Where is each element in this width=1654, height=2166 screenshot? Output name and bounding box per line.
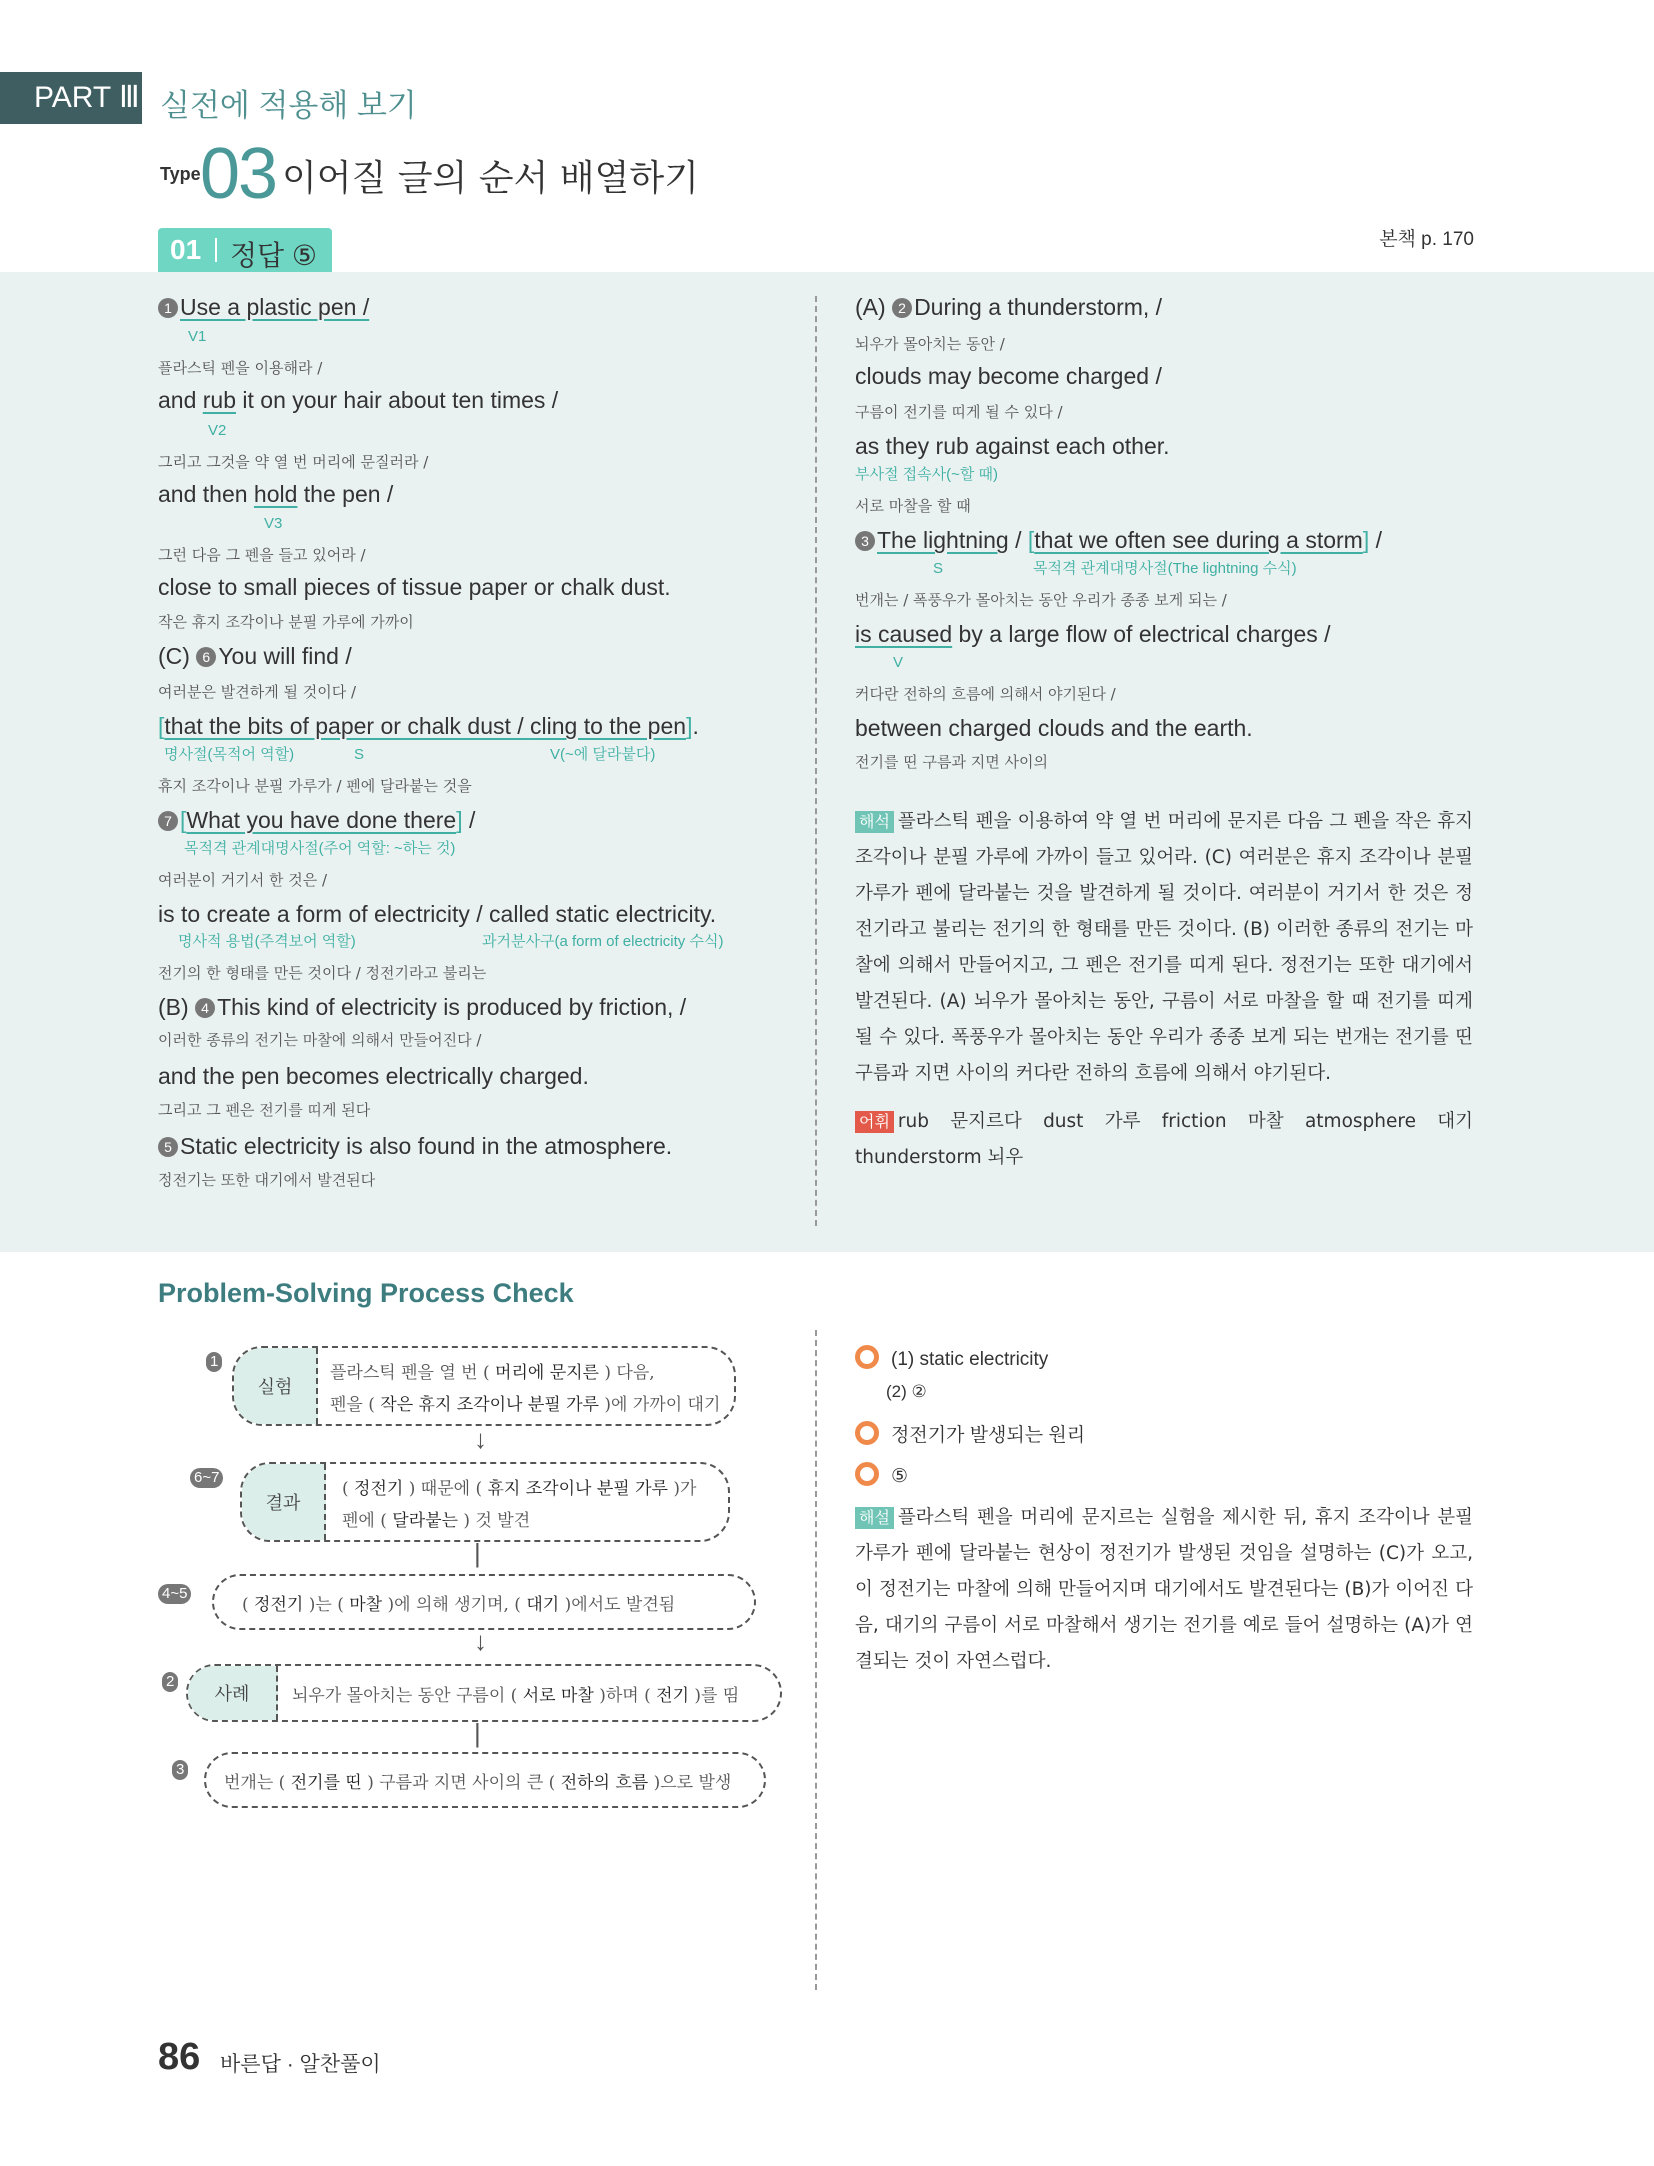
translation: 그리고 그 펜은 전기를 띠게 된다	[158, 1101, 371, 1119]
circle-num-icon: 3	[855, 531, 875, 551]
full-translation	[855, 804, 1473, 1092]
sentence-7: 7 [What you have done there] /	[158, 806, 475, 834]
step-number: 4~5	[158, 1584, 191, 1604]
flow-label: 결과	[242, 1464, 326, 1540]
gloss: V1	[188, 328, 207, 345]
page-reference: 본책 p. 170	[1379, 229, 1474, 250]
type-label: Type	[160, 164, 201, 184]
translation: 그런 다음 그 펜을 들고 있어라 /	[158, 546, 366, 564]
step-number: 2	[162, 1672, 178, 1692]
answer-1: (1) static electricity	[855, 1345, 1048, 1371]
flow-text: 번개는 ( 전기를 띤 ) 구름과 지면 사이의 큰 ( 전하의 흐름 )으로 발생	[224, 1773, 732, 1793]
translation: 휴지 조각이나 분필 가루가 / 펜에 달라붙는 것을	[158, 777, 472, 795]
line-connector-icon: |	[474, 1718, 481, 1748]
circle-num-icon: 7	[158, 811, 178, 831]
translation: 전기의 한 형태를 만든 것이다 / 정전기라고 불리는	[158, 964, 487, 982]
flow-text: 펜에 ( 달라붙는 ) 것 발견	[342, 1511, 531, 1531]
circle-num-icon: 6	[196, 647, 216, 667]
psc-title: Problem-Solving Process Check	[158, 1278, 574, 1308]
step-number: 6~7	[190, 1468, 223, 1488]
page-number: 86	[158, 2036, 201, 2078]
translation: 커다란 전하의 흐름에 의해서 야기된다 /	[855, 685, 1116, 703]
type-number: 03	[200, 134, 277, 214]
gloss: S	[933, 560, 944, 577]
translation: 뇌우가 몰아치는 동안 /	[855, 335, 1005, 353]
sentence-7b: is to create a form of electricity / called static electricity.	[158, 901, 717, 927]
circle-num-icon: 5	[158, 1137, 178, 1157]
explanation-text: 플라스틱 펜을 머리에 문지르는 실험을 제시한 뒤, 휴지 조각이나 분필 가루가 펜에 달라붙는 현상이 정전기가 발생된 것임을 설명하는 (C)가 오고, 이 정전기는 마찰에 의해 만들어지며 대기에서도 발견된다는 (B)가 이어진 다음, 대기의 구름이 서로 마찰해서 생기는 전기를 예로 들어 설명하는 (A)가 연결되는 것이 자연스럽다.	[855, 1507, 1473, 1672]
circle-num-icon: 4	[195, 998, 215, 1018]
sentence-3c: between charged clouds and the earth.	[855, 715, 1253, 741]
footer-title: 바른답 · 알찬풀이	[220, 2053, 381, 2076]
gloss: V(~에 달라붙다)	[550, 746, 656, 763]
flow-text: 펜을 ( 작은 휴지 조각이나 분필 가루 )에 가까이 대기	[330, 1395, 721, 1415]
full-translation-text: 플라스틱 펜을 이용하여 약 열 번 머리에 문지른 다음 그 펜을 작은 휴지 조각이나 분필 가루에 가까이 들고 있어라. (C) 여러분은 휴지 조각이나 분필 가루가 펜에 달라붙는 것을 발견하게 될 것이다. 여러분이 거기서 한 것은 정전기라고 불리는 전기의 한 형태를 만든 것이다. (B) 이러한 종류의 전기는 마찰에 의해서 만들어지고, 그 펜은 전기를 띠게 된다. 정전기는 또한 대기에서 발견된다. (A) 뇌우가 몰아치는 동안, 구름이 서로 마찰을 할 때 전기를 띠게 될 수 있다. 폭풍우가 몰아치는 동안 우리가 종종 보게 되는 번개는 전기를 띤 구름과 지면 사이의 커다란 전하의 흐름에 의해서 야기된다.	[855, 811, 1473, 1084]
vocabulary-text: rub 문지르다 dust 가루 friction 마찰 atmosphere 대기 thunderstorm 뇌우	[855, 1111, 1473, 1168]
translation: 전기를 띤 구름과 지면 사이의	[855, 753, 1048, 771]
gloss: 목적격 관계대명사절(주어 역할: ~하는 것)	[184, 840, 456, 857]
flow-box-lightning	[204, 1752, 766, 1808]
gloss: 부사절 접속사(~할 때)	[855, 466, 999, 483]
translation: 여러분이 거기서 한 것은 /	[158, 871, 328, 889]
answer-tab	[158, 228, 332, 272]
column-divider-lower	[815, 1330, 817, 1990]
column-divider	[815, 296, 817, 1226]
answer-3: ⑤	[855, 1462, 908, 1488]
haeseol-tag: 해설	[855, 1507, 894, 1529]
sentence-1d: close to small pieces of tissue paper or chalk dust.	[158, 574, 671, 600]
sentence-2: (A) 2 During a thunderstorm, /	[855, 294, 1163, 320]
part-title: 실전에 적용해 보기	[160, 88, 417, 123]
translation: 작은 휴지 조각이나 분필 가루에 가까이	[158, 613, 414, 631]
flow-text: ( 정전기 )는 ( 마찰 )에 의해 생기며, ( 대기 )에서도 발견됨	[242, 1595, 676, 1615]
sentence-1c: and then hold the pen /	[158, 481, 394, 507]
gloss: 명사절(목적어 역할)	[164, 746, 295, 763]
gloss: V2	[208, 422, 227, 439]
gloss: 목적격 관계대명사절(The lightning 수식)	[1033, 560, 1297, 577]
flow-text: ( 정전기 ) 때문에 ( 휴지 조각이나 분필 가루 )가	[342, 1479, 697, 1499]
translation: 번개는 / 폭풍우가 몰아치는 동안 우리가 종종 보게 되는 /	[855, 591, 1227, 609]
orange-ring-icon	[855, 1462, 879, 1486]
flow-label: 사례	[188, 1666, 278, 1720]
answer-label: 정답 ⑤	[230, 240, 317, 271]
vocabulary	[855, 1104, 1473, 1176]
translation: 서로 마찰을 할 때	[855, 497, 971, 515]
circle-num-icon: 2	[892, 298, 912, 318]
translation: 이러한 종류의 전기는 마찰에 의해서 만들어진다 /	[158, 1031, 482, 1049]
flow-label: 실험	[234, 1348, 318, 1424]
sentence-4b: and the pen becomes electrically charged.	[158, 1063, 589, 1089]
haeseok-tag: 해석	[855, 811, 894, 833]
flow-box-result	[240, 1462, 730, 1542]
sentence-1b: and rub it on your hair about ten times /	[158, 387, 559, 413]
question-number: 01	[170, 234, 202, 265]
flow-text: 플라스틱 펜을 열 번 ( 머리에 문지른 ) 다음,	[330, 1363, 655, 1383]
eohwi-tag: 어휘	[855, 1111, 894, 1133]
flow-box-example	[186, 1664, 782, 1722]
type-title: 이어질 글의 순서 배열하기	[282, 158, 699, 199]
line-connector-icon: |	[474, 1538, 481, 1568]
sentence-2b: clouds may become charged /	[855, 363, 1162, 389]
orange-ring-icon	[855, 1345, 879, 1369]
step-number: 1	[206, 1352, 222, 1372]
down-arrow-icon: ↓	[474, 1626, 487, 1656]
sentence-3b: is caused by a large flow of electrical charges /	[855, 621, 1331, 647]
sentence-4: (B) 4 This kind of electricity is produced by friction, /	[158, 994, 687, 1020]
sentence-6: (C) 6 You will find /	[158, 643, 352, 669]
gloss: S	[354, 746, 365, 763]
gloss: 명사적 용법(주격보어 역할)	[178, 933, 356, 950]
sentence-2c: as they rub against each other.	[855, 433, 1170, 459]
gloss: V3	[264, 515, 283, 532]
sentence-1	[158, 293, 369, 321]
answer-2: 정전기가 발생되는 원리	[855, 1420, 1085, 1447]
answer-1b: (2) ②	[886, 1382, 927, 1401]
sentence-5: 5 Static electricity is also found in the atmosphere.	[158, 1132, 672, 1160]
flow-box-principle	[212, 1574, 756, 1630]
sentence-3: 3 The lightning / [that we often see during a storm] /	[855, 526, 1382, 554]
flow-box-experiment	[232, 1346, 736, 1426]
gloss: 과거분사구(a form of electricity 수식)	[482, 933, 724, 950]
translation: 구름이 전기를 띠게 될 수 있다 /	[855, 403, 1063, 421]
translation: 그리고 그것을 약 열 번 머리에 문질러라 /	[158, 453, 429, 471]
gloss: V	[893, 654, 904, 671]
sentence-text: Use a plastic pen /	[180, 294, 370, 320]
translation: 플라스틱 펜을 이용해라 /	[158, 359, 323, 377]
explanation	[855, 1500, 1473, 1680]
translation: 여러분은 발견하게 될 것이다 /	[158, 683, 357, 701]
part-tab: PART Ⅲ	[0, 72, 142, 124]
sentence-6b: [that the bits of paper or chalk dust / cling to the pen].	[158, 713, 699, 739]
down-arrow-icon: ↓	[474, 1424, 487, 1454]
flow-text: 뇌우가 몰아치는 동안 구름이 ( 서로 마찰 )하며 ( 전기 )를 띰	[292, 1686, 740, 1706]
step-number: 3	[172, 1760, 188, 1780]
translation: 정전기는 또한 대기에서 발견된다	[158, 1171, 376, 1189]
circle-num-icon: 1	[158, 298, 178, 318]
orange-ring-icon	[855, 1421, 879, 1445]
tab-separator	[215, 238, 217, 262]
